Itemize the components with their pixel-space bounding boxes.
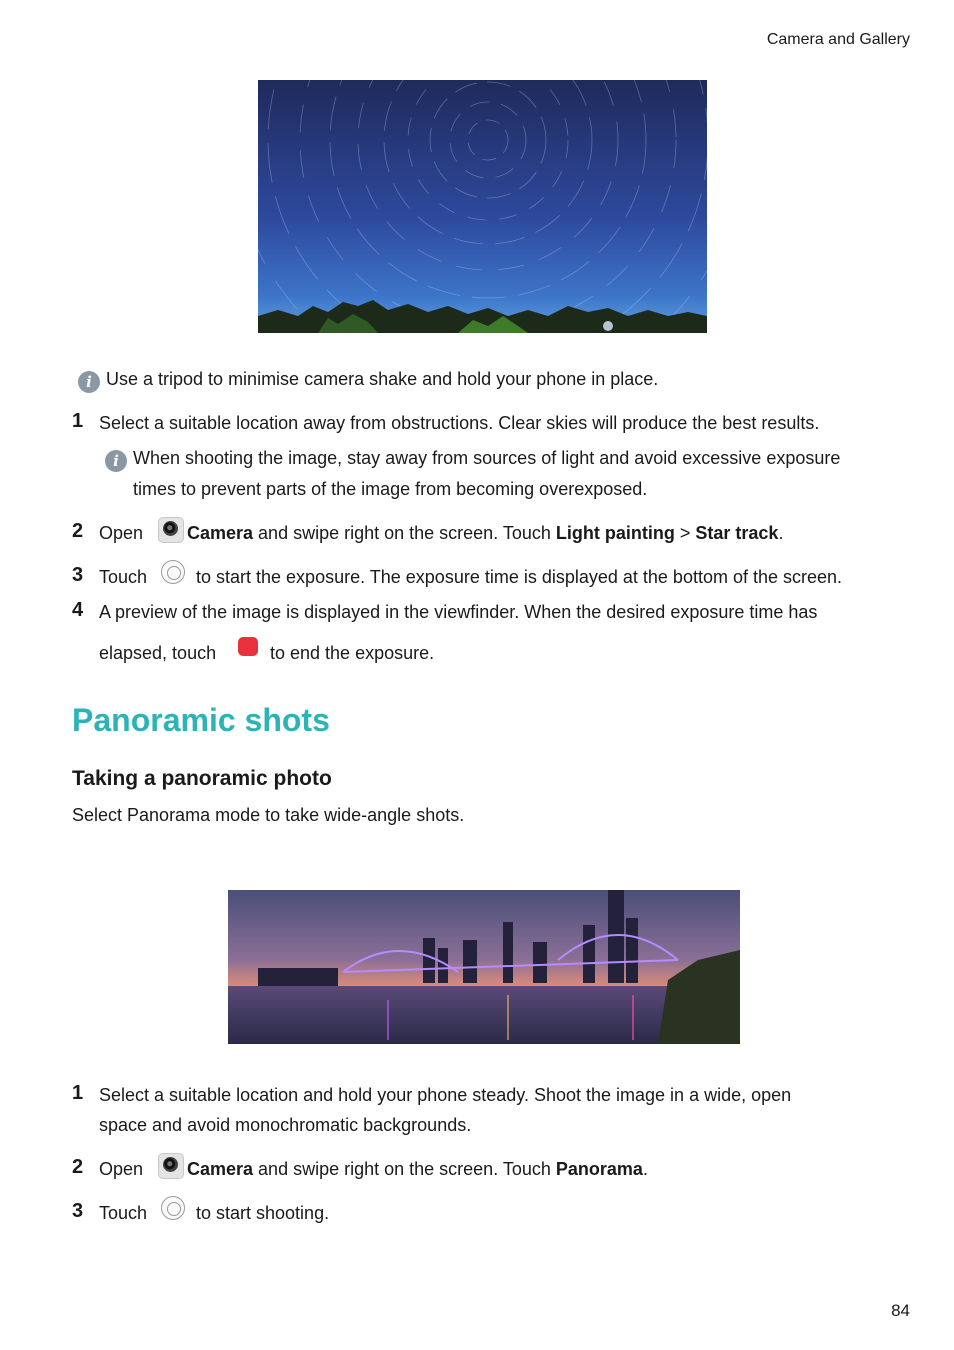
step-mid-text: and swipe right on the screen. Touch <box>253 523 556 543</box>
star-track-label: Star track <box>695 523 779 543</box>
page-number: 84 <box>891 1301 910 1320</box>
camera-label: Camera <box>187 523 254 543</box>
period: . <box>778 523 784 543</box>
camera-app-icon <box>158 517 184 543</box>
info-icon: i <box>105 450 127 472</box>
step-number: 2 <box>72 520 84 542</box>
panorama-label: Panorama <box>555 1159 643 1179</box>
page-header-section: Camera and Gallery <box>766 31 910 48</box>
step-number: 3 <box>72 564 84 586</box>
camera-app-icon <box>158 1153 184 1179</box>
note-text-line2: times to prevent parts of the image from becoming overexposed. <box>133 479 648 499</box>
stop-icon <box>238 637 258 656</box>
step-number: 3 <box>72 1200 84 1222</box>
step-text <box>187 522 783 544</box>
step-number: 1 <box>72 410 84 432</box>
camera-label: Camera <box>187 1159 254 1179</box>
step-text: to start the exposure. The exposure time is displayed at the bottom of the screen. <box>196 567 843 587</box>
step-text-line1: Select a suitable location and hold your phone steady. Shoot the image in a wide, open <box>99 1085 792 1105</box>
step-text: to start shooting. <box>196 1203 330 1223</box>
step-text <box>187 1158 648 1180</box>
panorama-photo <box>228 890 740 1044</box>
step-number: 1 <box>72 1082 84 1104</box>
star-track-photo <box>258 80 707 333</box>
open-label: Open <box>99 523 144 543</box>
shutter-icon <box>161 1196 185 1220</box>
period: . <box>642 1159 648 1179</box>
step-text-line2: space and avoid monochromatic backgrounds. <box>99 1115 472 1135</box>
open-label: Open <box>99 1159 144 1179</box>
step-mid-text: and swipe right on the screen. Touch <box>253 1159 556 1179</box>
touch-label: Touch <box>99 567 148 587</box>
step-text-pre: elapsed, touch <box>99 643 217 663</box>
step-text <box>99 522 143 544</box>
tip-text: Use a tripod to minimise camera shake and hold your phone in place. <box>106 369 659 389</box>
info-icon: i <box>78 371 100 393</box>
step-text-post: to end the exposure. <box>270 643 435 663</box>
section-subtitle: Taking a panoramic photo <box>72 767 332 790</box>
note-text-line1: When shooting the image, stay away from sources of light and avoid excessive exposure <box>133 448 841 468</box>
section-title: Panoramic shots <box>72 702 330 738</box>
separator: > <box>674 523 696 543</box>
step-text: Select a suitable location away from obstructions. Clear skies will produce the best results. <box>99 413 820 433</box>
shutter-icon <box>161 560 185 584</box>
section-intro: Select Panorama mode to take wide-angle shots. <box>72 805 465 825</box>
touch-label: Touch <box>99 1203 148 1223</box>
step-number: 2 <box>72 1156 84 1178</box>
light-painting-label: Light painting <box>555 523 675 543</box>
step-number: 4 <box>72 599 84 621</box>
step-text-line1: A preview of the image is displayed in the viewfinder. When the desired exposure time has <box>99 602 818 622</box>
